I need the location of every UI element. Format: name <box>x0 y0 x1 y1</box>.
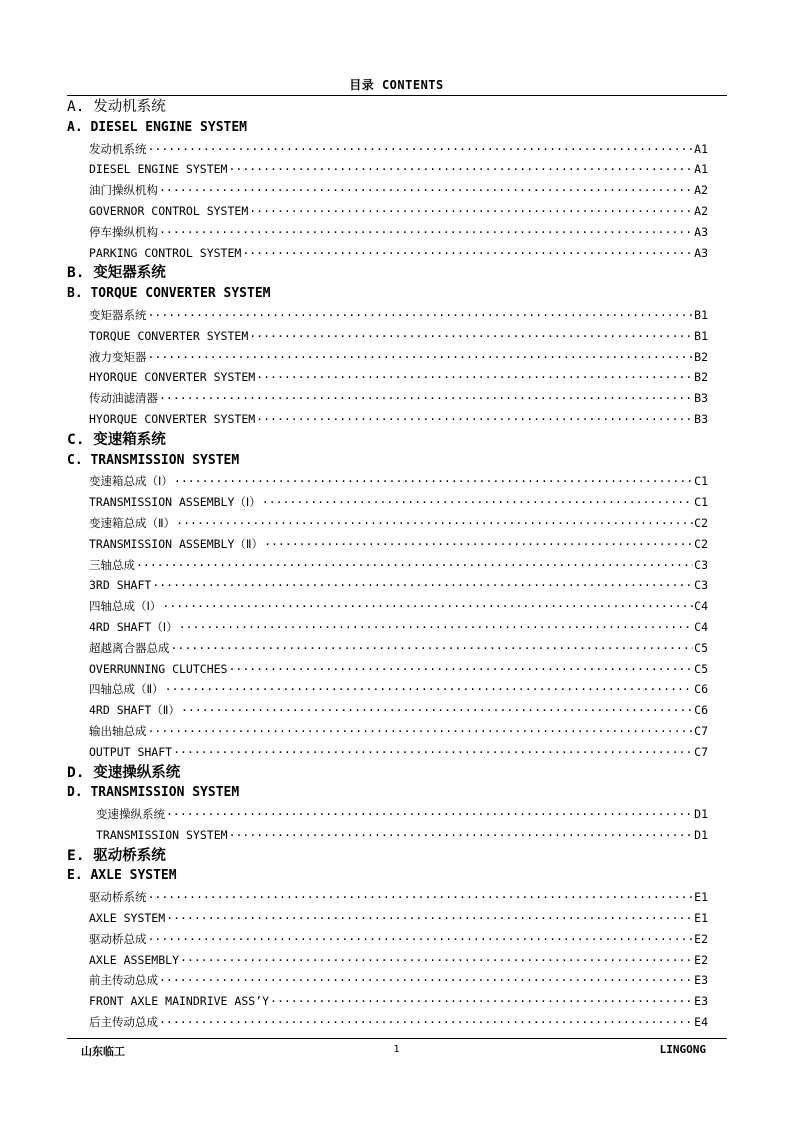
dot-leader <box>148 929 694 950</box>
toc-entry[interactable] <box>67 659 708 680</box>
dot-leader <box>256 367 693 388</box>
dot-leader <box>229 825 694 846</box>
dot-leader <box>228 659 693 680</box>
toc-entry-label: 超越离合器总成 <box>89 640 170 655</box>
toc-entry-page: C1 <box>694 474 708 489</box>
toc-entry-page: C6 <box>694 703 708 718</box>
dot-leader <box>162 596 693 617</box>
dot-leader <box>176 513 693 534</box>
toc-entry[interactable] <box>67 388 708 409</box>
toc-entry-label: 后主传动总成 <box>89 1015 158 1030</box>
dot-leader <box>171 638 694 659</box>
section-heading-cn: E. 驱动桥系统 <box>67 847 166 864</box>
dot-leader <box>180 950 693 971</box>
toc-entry[interactable] <box>67 991 708 1012</box>
toc-entry[interactable] <box>67 367 708 388</box>
toc-entry-page: B2 <box>694 349 708 364</box>
dot-leader <box>136 555 693 576</box>
toc-entry-label: TORQUE CONVERTER SYSTEM <box>89 328 249 343</box>
toc-entry[interactable] <box>67 492 708 513</box>
dot-leader <box>166 908 693 929</box>
toc-entry[interactable] <box>67 804 708 825</box>
dot-leader <box>165 679 693 700</box>
toc-entry-page: B1 <box>694 328 708 343</box>
section-heading-en: A. DIESEL ENGINE SYSTEM <box>67 119 248 135</box>
toc-entry-label: 驱动桥总成 <box>89 931 147 946</box>
toc-entry[interactable] <box>67 243 708 264</box>
toc-entry-label: 4RD SHAFT（Ⅱ） <box>89 703 180 718</box>
toc-entry-page: B3 <box>694 411 708 426</box>
dot-leader <box>256 409 693 430</box>
toc-entry-label: HYORQUE CONVERTER SYSTEM <box>89 370 256 385</box>
toc-entry-page: B1 <box>694 307 708 322</box>
dot-leader <box>159 1012 693 1033</box>
dot-leader <box>262 492 693 513</box>
toc-entry[interactable] <box>67 679 708 700</box>
toc-entry-label: 液力变矩器 <box>89 349 147 364</box>
toc-entry[interactable] <box>67 409 708 430</box>
footer-divider <box>67 1038 727 1039</box>
dot-leader <box>148 347 694 368</box>
dot-leader <box>148 139 694 160</box>
toc-entry-page: C5 <box>694 640 708 655</box>
toc-entry-page: C1 <box>694 495 708 510</box>
toc-entry-label: GOVERNOR CONTROL SYSTEM <box>89 203 249 218</box>
toc-entry-label: FRONT AXLE MAINDRIVE ASS’Y <box>89 994 270 1009</box>
toc-entry-label: 发动机系统 <box>89 141 147 156</box>
toc-entry[interactable] <box>67 970 708 991</box>
toc-entry-label: 3RD SHAFT <box>89 578 152 593</box>
toc-entry-page: C2 <box>694 515 708 530</box>
toc-entry-page: E3 <box>694 973 708 988</box>
toc-entry-label: OUTPUT SHAFT <box>89 744 173 759</box>
toc-entry-label: 变矩器系统 <box>89 307 147 322</box>
toc-entry-page: C4 <box>694 619 708 634</box>
toc-entry-page: E3 <box>694 994 708 1009</box>
section-heading-cn: A. 发动机系统 <box>67 99 166 115</box>
dot-leader <box>159 970 693 991</box>
toc-entry-label: 三轴总成 <box>89 557 135 572</box>
toc-entry[interactable] <box>67 222 708 243</box>
toc-entry-label: TRANSMISSION ASSEMBLY（Ⅱ） <box>89 536 264 551</box>
toc-entry-label: 四轴总成（Ⅱ） <box>89 682 164 697</box>
table-of-contents <box>67 97 708 1033</box>
toc-entry-page: B3 <box>694 391 708 406</box>
toc-entry-page: E2 <box>694 952 708 967</box>
toc-entry[interactable] <box>67 742 708 763</box>
toc-entry[interactable] <box>67 950 708 971</box>
dot-leader <box>228 159 693 180</box>
footer-page-number: 1 <box>393 1044 400 1055</box>
toc-entry-label: 传动油滤清器 <box>89 391 158 406</box>
toc-entry-label: DIESEL ENGINE SYSTEM <box>89 162 228 177</box>
toc-entry-label: 变速箱总成（Ⅰ） <box>89 474 173 489</box>
toc-entry[interactable] <box>67 638 708 659</box>
toc-entry-label: 变速箱总成（Ⅱ） <box>89 515 176 530</box>
toc-entry[interactable] <box>67 1012 708 1033</box>
dot-leader <box>159 388 693 409</box>
toc-entry-page: B2 <box>694 370 708 385</box>
toc-entry[interactable] <box>67 555 708 576</box>
section-heading-cn: B. 变矩器系统 <box>67 265 166 282</box>
header-divider <box>67 95 727 96</box>
toc-entry[interactable] <box>67 700 708 721</box>
toc-entry-label: TRANSMISSION ASSEMBLY（Ⅰ） <box>89 495 261 510</box>
toc-entry-label: 输出轴总成 <box>89 723 147 738</box>
toc-entry-page: A1 <box>694 162 708 177</box>
page-title: 目录 CONTENTS <box>349 78 444 92</box>
toc-entry[interactable] <box>67 825 708 846</box>
toc-entry-label: 前主传动总成 <box>89 973 158 988</box>
section-heading-cn: D. 变速操纵系统 <box>67 764 181 781</box>
toc-entry[interactable] <box>67 347 708 368</box>
toc-entry-label: PARKING CONTROL SYSTEM <box>89 245 242 260</box>
dot-leader <box>264 534 693 555</box>
toc-entry[interactable] <box>67 139 708 160</box>
toc-entry-page: E1 <box>694 890 708 905</box>
dot-leader <box>173 742 693 763</box>
toc-entry-label: HYORQUE CONVERTER SYSTEM <box>89 411 256 426</box>
toc-entry-page: C7 <box>694 744 708 759</box>
toc-entry-page: C3 <box>694 578 708 593</box>
toc-entry[interactable] <box>67 513 708 534</box>
dot-leader <box>148 887 694 908</box>
toc-entry[interactable] <box>67 929 708 950</box>
dot-leader <box>159 222 693 243</box>
toc-entry-label: AXLE ASSEMBLY <box>89 952 180 967</box>
toc-entry[interactable] <box>67 887 708 908</box>
toc-entry-page: D1 <box>694 807 708 822</box>
toc-entry-page: C7 <box>694 723 708 738</box>
dot-leader <box>249 326 693 347</box>
dot-leader <box>249 201 693 222</box>
toc-entry-label: 驱动桥系统 <box>89 890 147 905</box>
toc-entry-page: C3 <box>694 557 708 572</box>
footer-company-en: LINGONG <box>659 1043 706 1056</box>
toc-entry[interactable] <box>67 326 708 347</box>
dot-leader <box>270 991 693 1012</box>
dot-leader <box>174 471 693 492</box>
toc-entry-label: OVERRUNNING CLUTCHES <box>89 661 228 676</box>
toc-entry[interactable] <box>67 596 708 617</box>
toc-entry-page: A2 <box>694 203 708 218</box>
dot-leader <box>159 180 693 201</box>
dot-leader <box>152 575 693 596</box>
toc-entry[interactable] <box>67 471 708 492</box>
toc-entry-page: C6 <box>694 682 708 697</box>
dot-leader <box>148 305 694 326</box>
toc-entry[interactable] <box>67 721 708 742</box>
toc-entry-page: A3 <box>694 224 708 239</box>
dot-leader <box>166 804 693 825</box>
toc-entry-page: A2 <box>694 183 708 198</box>
toc-entry[interactable] <box>67 180 708 201</box>
section-heading-en: E. AXLE SYSTEM <box>67 868 177 884</box>
toc-entry-page: C2 <box>694 536 708 551</box>
toc-entry-label: 四轴总成（Ⅰ） <box>89 599 162 614</box>
toc-entry-page: D1 <box>694 827 708 842</box>
toc-entry[interactable] <box>67 534 708 555</box>
toc-entry-label: 停车操纵机构 <box>89 224 158 239</box>
section-heading-en: B. TORQUE CONVERTER SYSTEM <box>67 286 271 302</box>
toc-entry[interactable] <box>67 908 708 929</box>
toc-entry-page: E2 <box>694 931 708 946</box>
toc-entry-page: A3 <box>694 245 708 260</box>
toc-entry[interactable] <box>67 159 708 180</box>
toc-entry[interactable] <box>67 201 708 222</box>
toc-entry-label: 4RD SHAFT（Ⅰ） <box>89 619 178 634</box>
toc-entry-page: C4 <box>694 599 708 614</box>
toc-entry-page: C5 <box>694 661 708 676</box>
toc-entry-label: 油门操纵机构 <box>89 183 158 198</box>
section-heading-cn: C. 变速箱系统 <box>67 431 166 448</box>
toc-entry-page: A1 <box>694 141 708 156</box>
section-heading-en: D. TRANSMISSION SYSTEM <box>67 785 240 801</box>
toc-entry-page: E1 <box>694 911 708 926</box>
toc-entry-label: AXLE SYSTEM <box>89 911 166 926</box>
toc-entry[interactable] <box>67 575 708 596</box>
section-heading-en: C. TRANSMISSION SYSTEM <box>67 452 240 468</box>
toc-entry-page: E4 <box>694 1015 708 1030</box>
dot-leader <box>148 721 694 742</box>
toc-entry[interactable] <box>67 617 708 638</box>
dot-leader <box>242 243 693 264</box>
toc-entry-label: TRANSMISSION SYSTEM <box>96 827 228 842</box>
footer-company-cn: 山东临工 <box>81 1045 125 1058</box>
toc-entry[interactable] <box>67 305 708 326</box>
dot-leader <box>179 617 693 638</box>
toc-entry-label: 变速操纵系统 <box>96 807 165 822</box>
dot-leader <box>181 700 693 721</box>
